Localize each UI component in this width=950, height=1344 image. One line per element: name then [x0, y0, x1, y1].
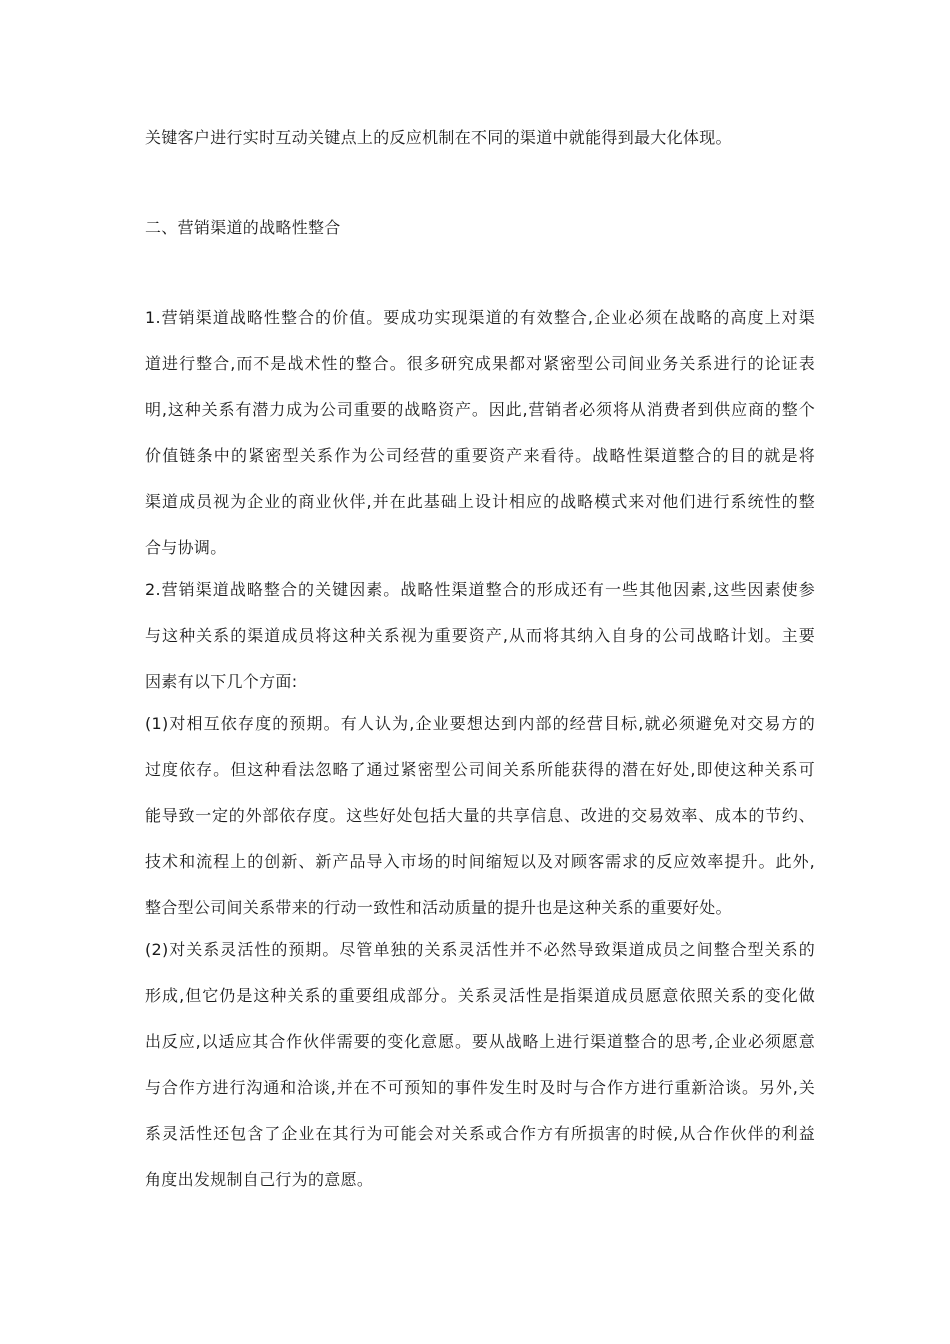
paragraph-line: 与这种关系的渠道成员将这种关系视为重要资产,从而将其纳入自身的公司战略计划。主要 [145, 626, 815, 645]
paragraph-line: 道进行整合,而不是战术性的整合。很多研究成果都对紧密型公司间业务关系进行的论证表 [145, 354, 815, 373]
paragraph-line: (1)对相互依存度的预期。有人认为,企业要想达到内部的经营目标,就必须避免对交易方的 [145, 714, 815, 733]
paragraph-line: 技术和流程上的创新、新产品导入市场的时间缩短以及对顾客需求的反应效率提升。此外, [145, 852, 815, 871]
paragraph-line: 明,这种关系有潜力成为公司重要的战略资产。因此,营销者必须将从消费者到供应商的整个 [145, 400, 815, 419]
paragraph-line: 1.营销渠道战略性整合的价值。要成功实现渠道的有效整合,企业必须在战略的高度上对渠 [145, 308, 815, 327]
intro-line: 关键客户进行实时互动关键点上的反应机制在不同的渠道中就能得到最大化体现。 [145, 128, 732, 147]
section-heading: 二、营销渠道的战略性整合 [145, 218, 341, 237]
paragraph-line: 2.营销渠道战略整合的关键因素。战略性渠道整合的形成还有一些其他因素,这些因素使参 [145, 580, 815, 599]
paragraph-line: 因素有以下几个方面: [145, 672, 298, 691]
paragraph-line: 合与协调。 [145, 538, 227, 557]
paragraph-line: 形成,但它仍是这种关系的重要组成部分。关系灵活性是指渠道成员愿意依照关系的变化做 [145, 986, 815, 1005]
paragraph-line: 系灵活性还包含了企业在其行为可能会对关系或合作方有所损害的时候,从合作伙伴的利益 [145, 1124, 815, 1143]
paragraph-line: (2)对关系灵活性的预期。尽管单独的关系灵活性并不必然导致渠道成员之间整合型关系的 [145, 940, 815, 959]
paragraph-line: 角度出发规制自己行为的意愿。 [145, 1170, 374, 1189]
paragraph-line: 出反应,以适应其合作伙伴需要的变化意愿。要从战略上进行渠道整合的思考,企业必须愿意 [145, 1032, 815, 1051]
paragraph-line: 过度依存。但这种看法忽略了通过紧密型公司间关系所能获得的潜在好处,即使这种关系可 [145, 760, 815, 779]
paragraph-line: 价值链条中的紧密型关系作为公司经营的重要资产来看待。战略性渠道整合的目的就是将 [145, 446, 815, 465]
paragraph-line: 与合作方进行沟通和洽谈,并在不可预知的事件发生时及时与合作方进行重新洽谈。另外,关 [145, 1078, 815, 1097]
paragraph-line: 渠道成员视为企业的商业伙伴,并在此基础上设计相应的战略模式来对他们进行系统性的整 [145, 492, 815, 511]
paragraph-line: 整合型公司间关系带来的行动一致性和活动质量的提升也是这种关系的重要好处。 [145, 898, 732, 917]
paragraph-line: 能导致一定的外部依存度。这些好处包括大量的共享信息、改进的交易效率、成本的节约、 [145, 806, 815, 825]
